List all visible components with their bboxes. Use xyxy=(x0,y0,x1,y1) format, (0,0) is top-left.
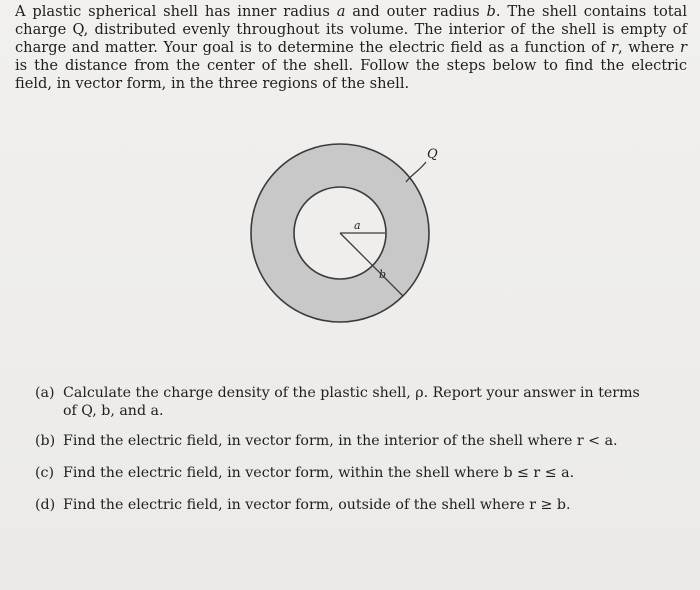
question-label: (d) xyxy=(35,497,56,513)
question-item xyxy=(35,432,675,450)
question-label: (c) xyxy=(35,465,55,481)
var-a: a xyxy=(336,3,346,20)
question-list xyxy=(35,384,675,528)
intro-part: , where xyxy=(617,39,681,56)
label-q: Q xyxy=(427,147,438,162)
label-a: a xyxy=(354,219,361,232)
question-item xyxy=(35,384,675,420)
label-b: b xyxy=(379,268,387,281)
intro-part: is the distance from the center of the shell. Follow the steps below to find the electric field, in vector form, in the three regions of the shell. xyxy=(15,57,687,92)
var-r: r xyxy=(680,39,687,56)
question-item xyxy=(35,496,675,514)
question-label: (b) xyxy=(35,433,56,449)
question-text: Find the electric field, in vector form, in the interior of the shell where r < a. xyxy=(63,433,618,449)
question-text: Calculate the charge density of the plastic shell, ρ. Report your answer in terms of Q, b, and a. xyxy=(63,385,640,419)
question-text: Find the electric field, in vector form, within the shell where b ≤ r ≤ a. xyxy=(63,465,575,481)
question-item xyxy=(35,464,675,482)
charge-leader-line xyxy=(406,162,426,182)
var-b: b xyxy=(486,3,496,20)
intro-part: A plastic spherical shell has inner radius xyxy=(15,3,337,20)
question-text: Find the electric field, in vector form, outside of the shell where r ≥ b. xyxy=(63,497,571,513)
spherical-shell-figure xyxy=(240,140,460,330)
problem-statement xyxy=(15,3,687,93)
intro-part: and outer radius xyxy=(345,3,487,20)
var-r: r xyxy=(611,39,618,56)
intro-part: . The shell contains total charge Q, distributed evenly throughout its volume. The interior of the shell is empty of charge and matter. Your goal is to determine the electric field as a function of xyxy=(15,3,687,56)
question-label: (a) xyxy=(35,385,55,401)
